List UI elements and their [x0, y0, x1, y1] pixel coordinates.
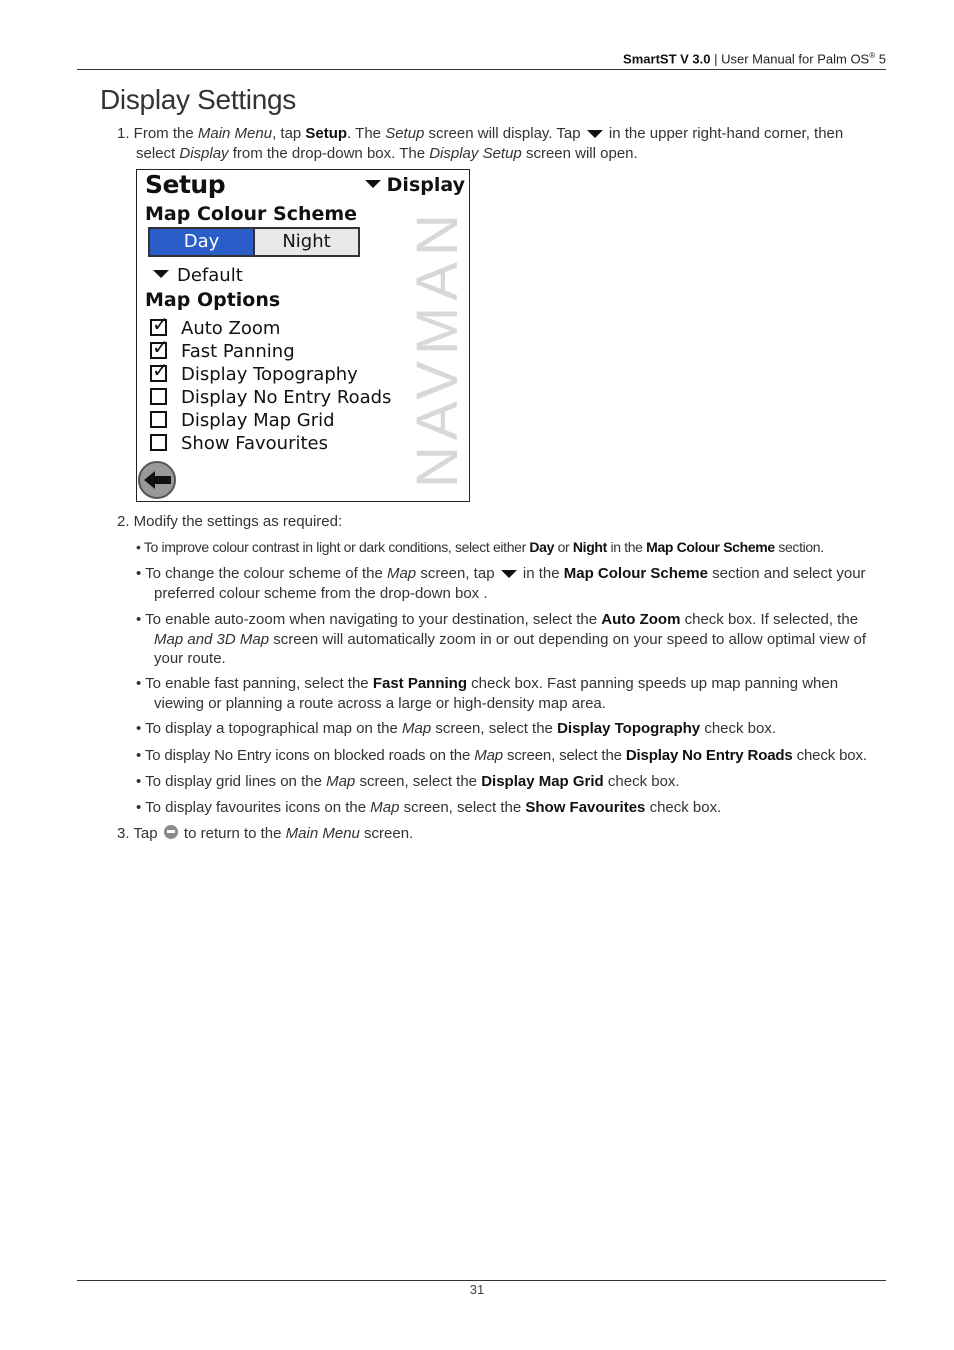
checkbox-unchecked[interactable]: [150, 434, 167, 451]
map-colour-scheme-heading: Map Colour Scheme: [145, 203, 358, 225]
day-button[interactable]: Day: [150, 229, 253, 255]
option-display-no-entry-roads[interactable]: Display No Entry Roads: [150, 387, 391, 409]
header-version: 5: [878, 51, 886, 67]
dropdown-arrow-icon: [587, 130, 603, 138]
back-arrow-icon: [144, 470, 172, 490]
option-auto-zoom[interactable]: ✓Auto Zoom: [150, 318, 280, 340]
step-1: [117, 124, 887, 163]
page-number: 31: [469, 1282, 485, 1297]
checkbox-unchecked[interactable]: [150, 411, 167, 428]
bullet-6: • To display No Entry icons on blocked roads on the Map screen, select the Display No Entry Roads check box.: [136, 747, 867, 764]
step-2: 2. Modify the settings as required:: [117, 513, 343, 530]
night-button[interactable]: Night: [253, 229, 358, 255]
option-show-favourites[interactable]: Show Favourites: [150, 433, 328, 455]
footer-rule: [77, 1280, 886, 1281]
checkbox-unchecked[interactable]: [150, 388, 167, 405]
checkbox-checked[interactable]: [150, 365, 167, 382]
dropdown-arrow-icon: [153, 270, 169, 278]
display-setup-screenshot: [136, 169, 470, 502]
step-1-line-1: 1. From the Main Menu, tap Setup. The Setup screen will display. Tap in the upper right-hand corner, then: [117, 125, 844, 142]
step-1-line-2: select Display from the drop-down box. The Display Setup screen will open.: [136, 144, 638, 162]
dropdown-arrow-icon: [501, 570, 517, 578]
bullet-2: • To change the colour scheme of the Map screen, tap in the Map Colour Scheme section and select your preferred colour scheme from the drop-down box .: [136, 565, 866, 602]
display-dropdown[interactable]: Display: [363, 174, 465, 196]
default-dropdown[interactable]: Default: [151, 265, 243, 286]
checkbox-checked[interactable]: [150, 342, 167, 359]
step-3: 3. Tap to return to the Main Menu screen.: [117, 825, 414, 842]
option-display-topography[interactable]: ✓Display Topography: [150, 364, 358, 386]
bullet-7: • To display grid lines on the Map screen, select the Display Map Grid check box.: [136, 773, 680, 790]
page-title: Display Settings: [100, 84, 296, 115]
option-display-map-grid[interactable]: Display Map Grid: [150, 410, 335, 432]
bullet-8: • To display favourites icons on the Map screen, select the Show Favourites check box.: [136, 799, 722, 816]
colour-scheme-toggle[interactable]: [148, 227, 360, 257]
screen-title: Setup: [145, 170, 226, 199]
dropdown-arrow-icon: [365, 180, 381, 188]
back-button[interactable]: [138, 461, 176, 499]
header-separator: |: [714, 51, 718, 67]
bullet-3: • To enable auto-zoom when navigating to your destination, select the Auto Zoom check box. If selected, the Map and 3D Map screen will automatically zoom in or out depending on your speed to allow optimal view of your route.: [136, 611, 867, 667]
navman-watermark: NAVMAN: [405, 208, 470, 488]
bullet-5: • To display a topographical map on the Map screen, select the Display Topography check box.: [136, 720, 777, 737]
header-rule: [77, 69, 886, 70]
option-fast-panning[interactable]: ✓Fast Panning: [150, 341, 295, 363]
bullet-4: • To enable fast panning, select the Fast Panning check box. Fast panning speeds up map panning when viewing or planning a route across a large or high-density map area.: [136, 675, 839, 712]
header-manual: User Manual for Palm OS: [721, 51, 870, 67]
header-reg: ®: [869, 51, 876, 60]
running-header: [623, 51, 886, 66]
header-product: SmartST V 3.0: [623, 51, 711, 67]
bullet-1: • To improve colour contrast in light or dark conditions, select either Day or Night in the Map Colour Scheme section.: [136, 539, 824, 555]
map-options-heading: Map Options: [145, 289, 281, 311]
back-button-icon: [164, 825, 178, 839]
checkbox-checked[interactable]: [150, 319, 167, 336]
